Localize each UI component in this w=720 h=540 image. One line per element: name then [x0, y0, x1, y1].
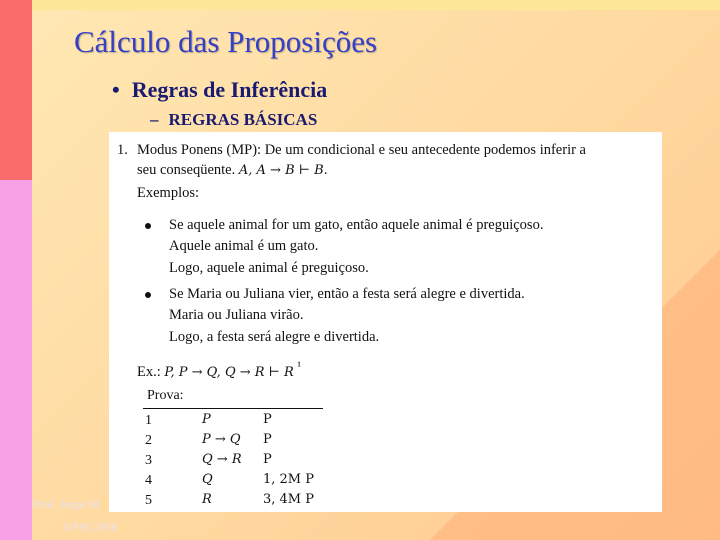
top-accent-bar: [32, 0, 720, 10]
proof-step-justification: 1, 2M P: [263, 472, 314, 487]
proof-step-formula: R: [202, 492, 212, 507]
rule-number: 1.: [117, 142, 128, 158]
example-1-line-1: Se aquele animal for um gato, então aquele animal é preguiçoso.: [169, 217, 544, 233]
example-2-line-2: Maria ou Juliana virão.: [169, 307, 304, 323]
bullet-level-2-text: REGRAS BÁSICAS: [168, 110, 318, 129]
slide-title: Cálculo das Proposições: [74, 24, 378, 59]
proof-row: [143, 412, 343, 432]
rule-line-2-formula: A, A → B ⊢ B.: [238, 163, 328, 178]
bullet-level-2: [150, 110, 317, 130]
proof-row: [143, 452, 343, 472]
proof-step-number: 3: [145, 453, 152, 468]
proof-header: [143, 387, 323, 409]
proof-step-number: 4: [145, 473, 152, 488]
proof-step-number: 5: [145, 493, 152, 508]
example-1-bullet-icon: [145, 223, 151, 229]
example-2-bullet-icon: [145, 292, 151, 298]
example-2-line-1: Se Maria ou Juliana vier, então a festa será alegre e divertida.: [169, 286, 525, 302]
proof-step-justification: P: [263, 432, 272, 447]
proof-step-formula: Q: [202, 472, 213, 487]
exercise-label: Ex.:: [137, 363, 161, 380]
proof-step-number: 2: [145, 433, 152, 448]
exercise-formula: P, P → Q, Q → R ⊢ R: [164, 364, 294, 380]
bullet-level-1-text: Regras de Inferência: [131, 77, 328, 102]
example-1-line-2: Aquele animal é um gato.: [169, 238, 319, 254]
proof-step-formula: P: [202, 412, 211, 427]
example-1-line-3: Logo, aquele animal é preguiçoso.: [169, 260, 369, 276]
bullet-level-1: [112, 77, 327, 103]
proof-row: [143, 492, 343, 512]
left-band-red: [0, 0, 32, 180]
proof-row: [143, 472, 343, 492]
exercise-mark: ¹: [297, 359, 302, 373]
rule-line-1: Modus Ponens (MP): De um condicional e seu antecedente podemos inferir a: [137, 142, 586, 158]
rule-line-2-text: seu conseqüente.: [137, 162, 236, 178]
proof-step-justification: P: [263, 452, 272, 467]
proof-step-justification: 3, 4M P: [263, 492, 314, 507]
exercise-line: [137, 359, 301, 381]
rule-line-2: [137, 161, 328, 179]
content-panel: [109, 132, 662, 512]
bullet-dash-icon: –: [150, 110, 159, 129]
examples-label: Exemplos:: [137, 185, 200, 201]
proof-step-justification: P: [263, 412, 272, 427]
example-2-line-3: Logo, a festa será alegre e divertida.: [169, 329, 380, 345]
proof-step-number: 1: [145, 413, 152, 428]
footer-author: Prof. Jorge M: [33, 497, 100, 511]
proof-label: Prova:: [147, 388, 184, 403]
footer-institution: UFSC-INE: [64, 520, 119, 534]
bullet-dot-icon: •: [112, 77, 120, 102]
proof-step-formula: Q → R: [202, 452, 242, 467]
proof-row: [143, 432, 343, 452]
proof-step-formula: P → Q: [202, 432, 241, 447]
